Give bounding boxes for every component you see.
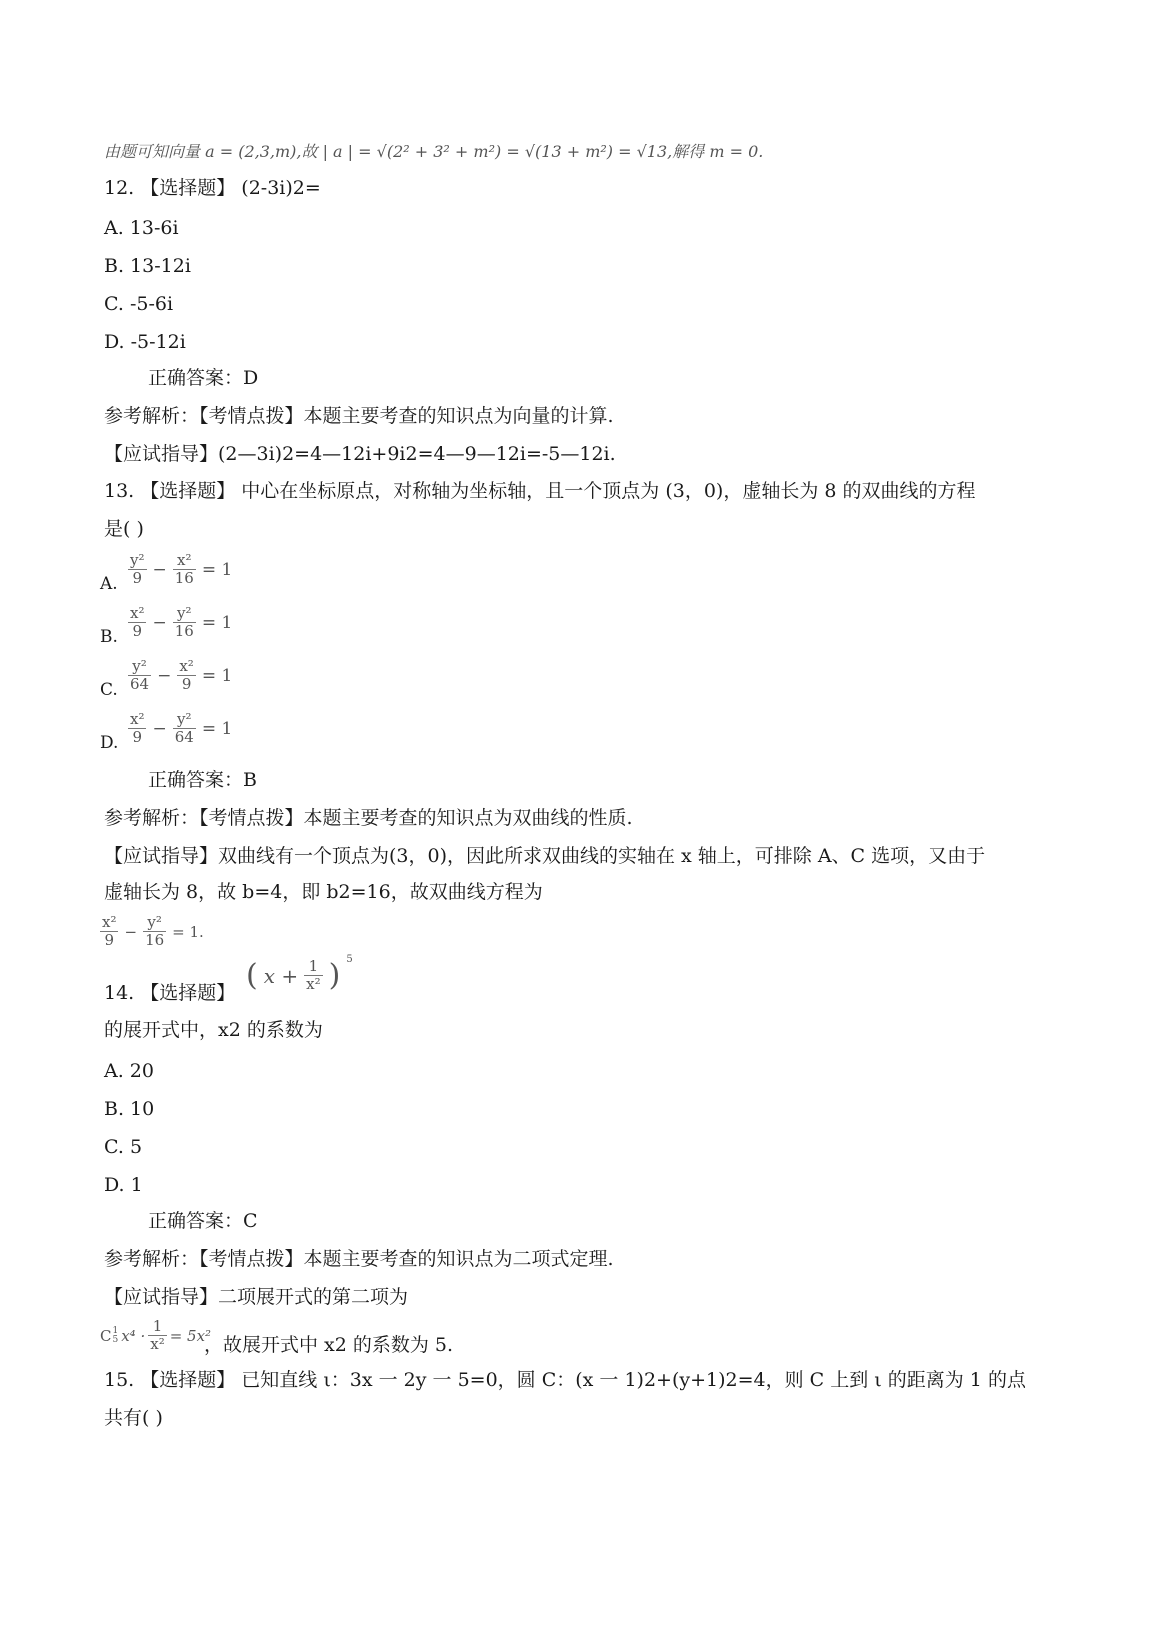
q13-result-equation (100, 914, 204, 949)
q14-binomial-expression: ( x + $\frac{1}{\text{x²}}$ ) $^5$ (246, 954, 353, 993)
q13-option-a-label: A. (100, 574, 118, 594)
q14-option-b: B. 10 (104, 1098, 155, 1120)
fraction-numerator: x² (173, 552, 196, 570)
fraction-numerator: 1 (148, 1318, 166, 1336)
equals-one: = 1. (172, 922, 204, 941)
minus-sign: − (157, 665, 172, 686)
q14-line2: 的展开式中，x2 的系数为 (104, 1019, 323, 1041)
q13-option-b-equation (128, 605, 232, 640)
q12-guide: 【应试指导】(2—3i)2=4—12i+9i2=4—9—12i=-5—12i. (104, 443, 616, 465)
q13-option-d-equation (128, 711, 232, 746)
fraction-denominator: 9 (132, 569, 143, 587)
q13-option-d-label: D. (100, 733, 119, 753)
fraction-denominator: 64 (174, 728, 194, 746)
q12-option-a: A. 13-6i (104, 217, 179, 239)
fraction-denominator: 16 (145, 931, 165, 949)
q14-header: 14. 【选择题】 (104, 982, 236, 1004)
q14-answer: 正确答案：C (148, 1210, 258, 1232)
expr-x-plus: x + (263, 963, 299, 988)
combination-sub: 5 (112, 1334, 119, 1345)
equals-one: = 1 (201, 559, 233, 580)
fraction-numerator: y² (143, 914, 166, 932)
fraction-denominator: 16 (174, 622, 194, 640)
fraction-numerator: x² (179, 657, 194, 675)
fraction-denominator: 9 (132, 622, 143, 640)
q14-formula-tail: ，故展开式中 x2 的系数为 5. (204, 1334, 454, 1356)
q15-header-line2: 共有( ) (104, 1407, 163, 1429)
combination-sup: 1 (112, 1325, 119, 1336)
fraction-numerator: x² (130, 710, 145, 728)
q14-option-a: A. 20 (104, 1060, 154, 1082)
fraction-denominator: x² (306, 975, 321, 993)
q13-header-line2: 是( ) (104, 518, 144, 540)
fraction-denominator: 9 (181, 675, 192, 693)
fraction-denominator: 9 (132, 728, 143, 746)
q13-guide-line2: 虚轴长为 8，故 b=4，即 b2=16，故双曲线方程为 (104, 881, 543, 903)
equals-one: = 1 (201, 665, 233, 686)
q13-answer: 正确答案：B (148, 769, 257, 791)
fraction-numerator: y² (173, 711, 196, 729)
minus-sign: − (152, 718, 167, 739)
minus-sign: − (152, 612, 167, 633)
fraction-numerator: y² (130, 551, 145, 569)
exponent: 5 (346, 954, 353, 965)
q15-header-line1: 15. 【选择题】 已知直线 ι：3x 一 2y 一 5=0，圆 C：(x 一 1)2+(y+1)2=4，则 C 上到 ι 的距离为 1 的点 (104, 1369, 1026, 1391)
fraction-numerator: y² (128, 658, 151, 676)
q13-analysis: 参考解析：【考情点拨】本题主要考查的知识点为双曲线的性质. (104, 807, 633, 829)
combination-symbol: C (100, 1326, 112, 1345)
q13-header-line1: 13. 【选择题】 中心在坐标原点，对称轴为坐标轴，且一个顶点为 (3，0)，虚轴长为 8 的双曲线的方程 (104, 480, 976, 502)
term-x4: x⁴ · (121, 1326, 146, 1345)
q14-analysis: 参考解析：【考情点拨】本题主要考查的知识点为二项式定理. (104, 1248, 614, 1270)
q12-answer: 正确答案：D (148, 367, 259, 389)
minus-sign: − (124, 922, 138, 941)
fraction-numerator: y² (173, 605, 196, 623)
intro-solution-line: 由题可知向量 a = (2,3,m),故 | a | = √(2² + 3² + m²) = √(13 + m²) = √13,解得 m = 0. (104, 142, 764, 161)
q13-guide-line1: 【应试指导】双曲线有一个顶点为(3，0)，因此所求双曲线的实轴在 x 轴上，可排除 A、C 选项，又由于 (104, 845, 986, 867)
q14-option-c: C. 5 (104, 1136, 143, 1158)
q14-option-d: D. 1 (104, 1174, 143, 1196)
q12-option-b: B. 13-12i (104, 255, 191, 277)
q13-option-a-equation (128, 552, 232, 587)
minus-sign: − (152, 559, 167, 580)
q13-option-c-equation (128, 658, 232, 693)
fraction-denominator: 9 (104, 931, 115, 949)
fraction-denominator: x² (150, 1335, 165, 1353)
q12-option-c: C. -5-6i (104, 293, 174, 315)
fraction-numerator: x² (102, 913, 117, 931)
q12-option-d: D. -5-12i (104, 331, 186, 353)
formula-rhs: = 5x² (169, 1326, 212, 1345)
equals-one: = 1 (201, 718, 233, 739)
fraction-numerator: x² (130, 604, 145, 622)
q12-analysis: 参考解析：【考情点拨】本题主要考查的知识点为向量的计算. (104, 405, 614, 427)
q14-formula (100, 1318, 211, 1353)
q13-option-c-label: C. (100, 680, 118, 700)
equals-one: = 1 (201, 612, 233, 633)
q13-option-b-label: B. (100, 627, 118, 647)
q12-header: 12. 【选择题】 (2-3i)2= (104, 177, 321, 199)
fraction-denominator: 16 (174, 569, 194, 587)
fraction-numerator: 1 (304, 958, 322, 976)
fraction-denominator: 64 (130, 675, 150, 693)
q14-guide: 【应试指导】二项展开式的第二项为 (104, 1286, 409, 1308)
